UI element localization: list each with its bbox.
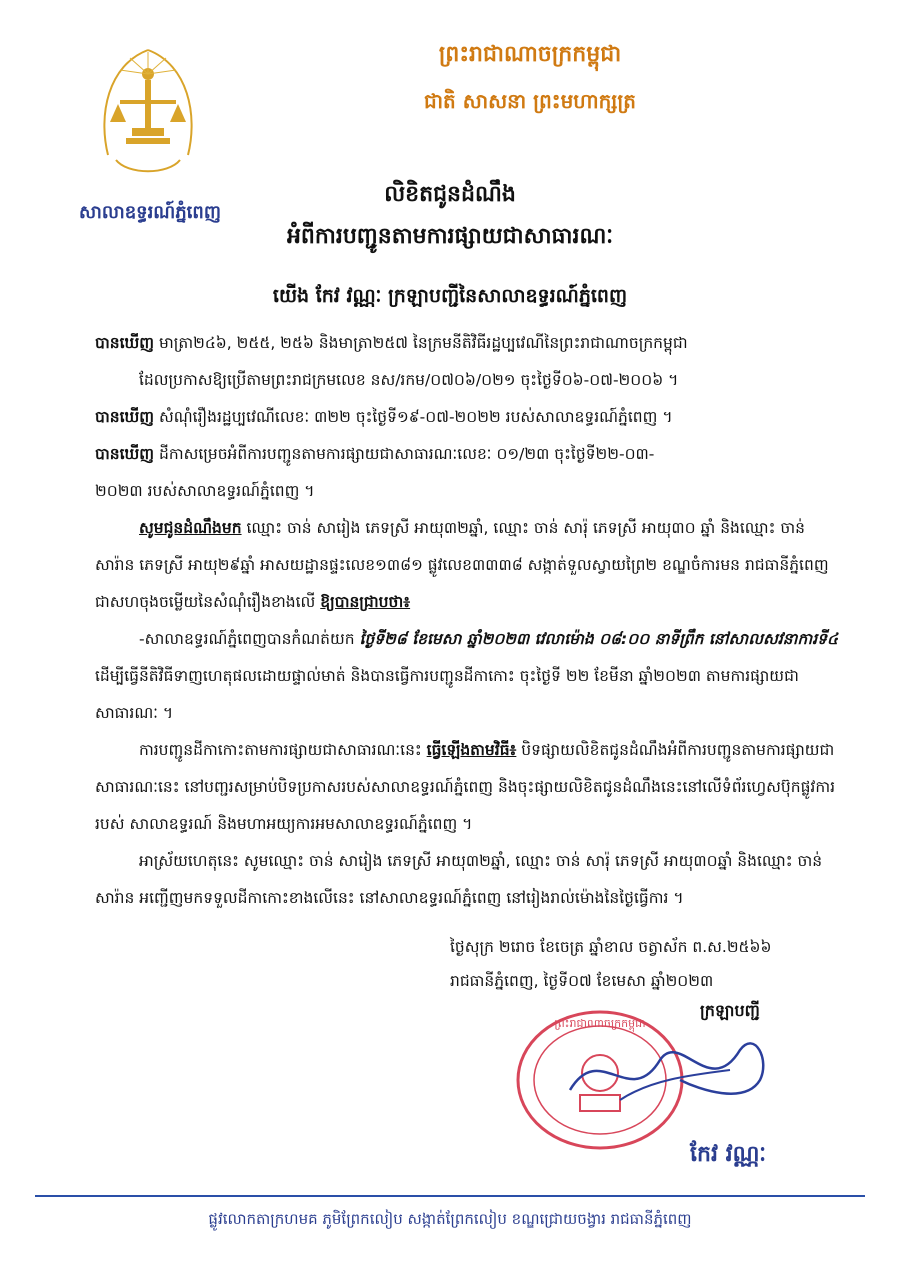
paragraph-3-cont: ២០២៣ របស់សាលាឧទ្ធរណ៍ភ្នំពេញ ។ [95,482,315,500]
document-body [95,325,840,917]
paragraph-6 [95,732,840,843]
paragraph-text: ដីកាសម្រេចអំពីការបញ្ជូនតាមការផ្សាយជាសាធារណៈលេខៈ ០១/២៣ ចុះថ្ងៃទី២២-០៣- [154,445,655,463]
signature-title: ក្រឡាបញ្ជី [700,1001,760,1020]
paragraph-1-cont: ដែលប្រកាសឱ្យប្រើតាមព្រះរាជក្រមលេខ នស/រកម/០៧០៦/០២១ ចុះថ្ងៃទី០៦-០៧-២០០៦ ។ [139,371,679,389]
lunar-date: ថ្ងៃសុក្រ ២រោច ខែចេត្រ ឆ្នាំខាល ចត្វាស័ក ព.ស.២៥៦៦ [450,938,772,956]
document-subtitle: អំពីការបញ្ជូនតាមការផ្សាយជាសាធារណៈ [286,224,614,249]
paragraph-3 [95,436,840,473]
paragraph-text: -សាលាឧទ្ធរណ៍ភ្នំពេញបានកំណត់យក [139,630,360,648]
paragraph-4 [95,510,840,621]
document-title: លិខិតជូនដំណឹង [384,182,516,207]
seal-text: ព្រះរាជាណាចក្រកម្ពុជា [554,1017,646,1030]
issuer-line: យើង កែវ វណ្ណៈ ក្រឡាបញ្ជីនៃសាលាឧទ្ធរណ៍ភ្នំពេញ [272,285,628,307]
court-emblem-logo [88,40,208,190]
lead-word: បានឃើញ [95,408,155,426]
solar-date: រាជធានីភ្នំពេញ, ថ្ងៃទី០៧ ខែមេសា ឆ្នាំ២០២៣ [450,972,714,990]
lead-word: បានឃើញ [95,334,155,352]
paragraph-1 [95,325,840,362]
paragraph-text: ដើម្បីធ្វើនីតិវិធីទាញហេតុផលដោយផ្ទាល់មាត់ និងបានធ្វើការបញ្ជូនដីកាកោះ ចុះថ្ងៃទី ២២ ខែមីនា ឆ្នាំ២០២៣ តាមការផ្សាយជាសាធារណៈ ។ [95,667,799,722]
handwritten-signature [560,1020,780,1120]
court-name: សាលាឧទ្ធរណ៍ភ្នំពេញ [79,202,221,223]
paragraph-text: ការបញ្ជូនដីកាកោះតាមការផ្សាយជាសាធារណៈនេះ [139,741,427,759]
paragraph-text: មាត្រា២៤៦, ២៥៥, ២៥៦ និងមាត្រា២៥៧ នៃក្រមនីតិវិធីរដ្ឋប្បវេណីនៃព្រះរាជាណាចក្រកម្ពុជា [154,334,688,352]
national-motto: ជាតិ សាសនា ព្រះមហាក្សត្រ [424,89,636,113]
paragraph-tail: ឱ្យបានជ្រាបថា៖ [320,593,411,611]
paragraph-text: បិទផ្សាយលិខិតជូនដំណឹងអំពីការបញ្ជូនតាមការផ្សាយជាសាធារណៈនេះ នៅបញ្ជរសម្រាប់បិទប្រកាសរបស់សាលាឧទ្ធរណ៍ភ្នំពេញ និងចុះផ្សាយលិខិតជូនដំណឹងនេះនៅលើទំព័រហ្វេសប៊ុកផ្លូវការរបស់ សាលាឧទ្ធរណ៍ និងមហាអយ្យការអមសាលាឧទ្ធរណ៍ភ្នំពេញ ។ [95,741,836,833]
paragraph-2 [95,399,840,436]
kingdom-title: ព្រះរាជាណាចក្រកម្ពុជា [438,42,622,67]
lead-phrase: សូមជូនដំណឹងមក [139,519,242,537]
footer-divider [35,1195,865,1197]
footer-address: ផ្លូវលោកតាក្រហមគ ភូមិព្រែកលៀប សង្កាត់ព្រែកលៀប ខណ្ឌជ្រោយចង្វារ រាជធានីភ្នំពេញ [208,1210,692,1228]
date-block [450,930,850,998]
signer-name: កែវ វណ្ណៈ [690,1142,767,1167]
paragraph-text: សំណុំរឿងរដ្ឋប្បវេណីលេខៈ ៣២២ ចុះថ្ងៃទី១៩-០៧-២០២២ របស់សាលាឧទ្ធរណ៍ភ្នំពេញ ។ [154,408,673,426]
hearing-datetime: ថ្ងៃទី២៨ ខែមេសា ឆ្នាំ២០២៣ វេលាម៉ោង ០៨:០០ នាទីព្រឹក នៅសាលសវនាការទី៤ [359,630,838,648]
method-label: ធ្វើឡើងតាមវិធី៖ [426,741,517,759]
paragraph-5 [95,621,840,732]
paragraph-text: ឈ្មោះ ចាន់ សារៀង ភេទស្រី អាយុ៣២ឆ្នាំ, ឈ្មោះ ចាន់ សារ៉ុ ភេទស្រី អាយុ៣០ ឆ្នាំ និងឈ្មោះ ចាន់ សារ៉ាន ភេទស្រី អាយុ២៩ឆ្នាំ អាសយដ្ឋានផ្ទះលេខ១៣៨១ ផ្លូវលេខ៣៣៣៨ សង្កាត់ទួលស្វាយព្រៃ២ ខណ្ឌចំការមន រាជធានីភ្នំពេញ ជាសហចុងចម្លើយនៃសំណុំរឿងខាងលើ [95,519,829,611]
paragraph-7: អាស្រ័យហេតុនេះ សូមឈ្មោះ ចាន់ សារៀង ភេទស្រី អាយុ៣២ឆ្នាំ, ឈ្មោះ ចាន់ សារ៉ុ ភេទស្រី អាយុ៣០ឆ្នាំ និងឈ្មោះ ចាន់ សារ៉ាន អញ្ជើញមកទទួលដីកាកោះខាងលើនេះ នៅសាលាឧទ្ធរណ៍ភ្នំពេញ នៅរៀងរាល់ម៉ោងនៃថ្ងៃធ្វើការ ។ [95,852,823,907]
lead-word: បានឃើញ [95,445,155,463]
